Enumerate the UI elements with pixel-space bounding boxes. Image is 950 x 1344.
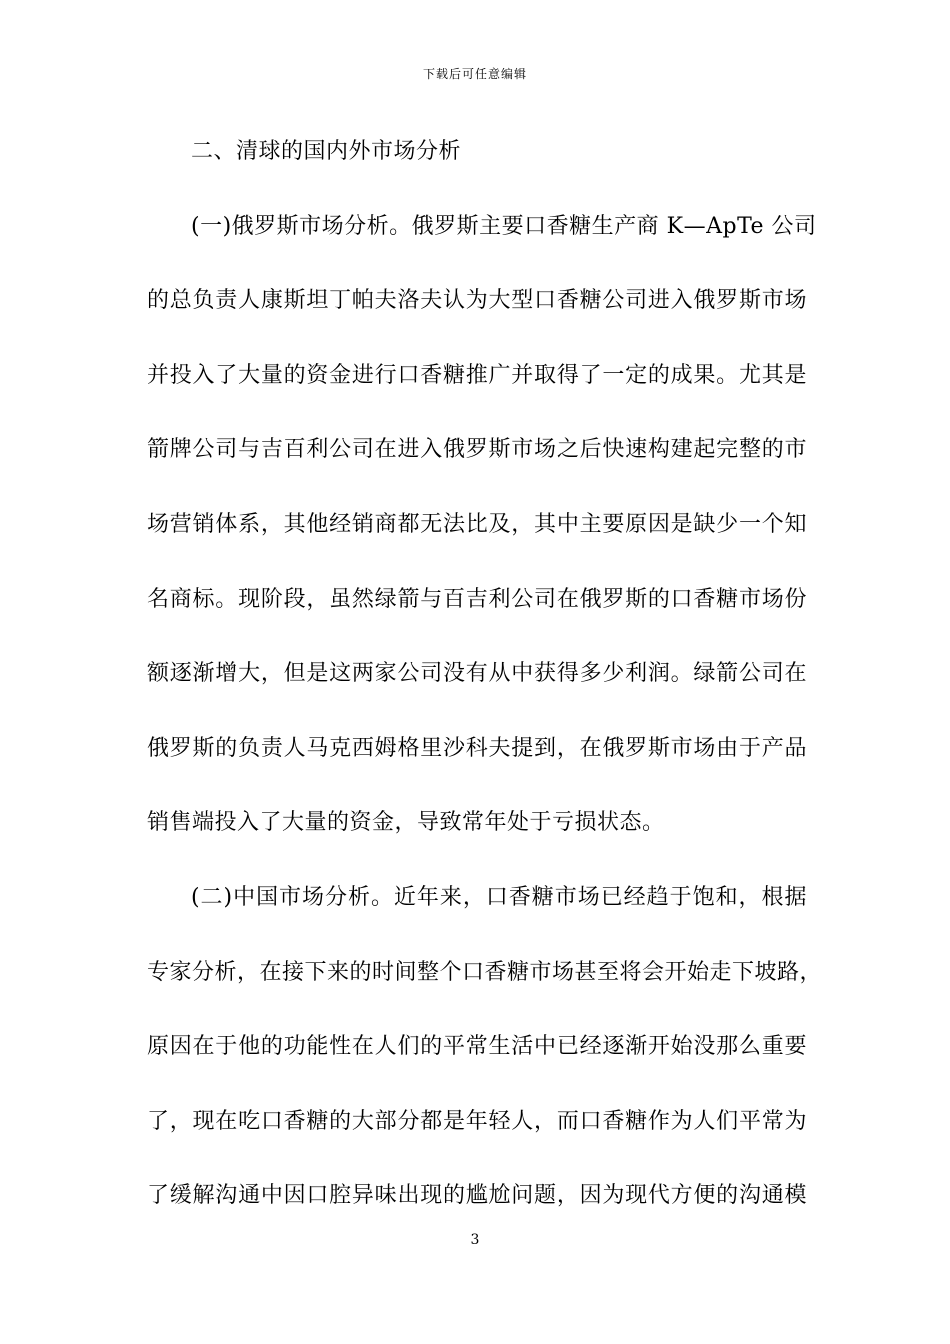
paragraph-line: 俄罗斯的负责人马克西姆格里沙科夫提到，在俄罗斯市场由于产品 xyxy=(147,735,807,761)
paragraph-line: 额逐渐增大，但是这两家公司没有从中获得多少利润。绿箭公司在 xyxy=(147,661,807,687)
paragraph-line: 并投入了大量的资金进行口香糖推广并取得了一定的成果。尤其是 xyxy=(147,362,807,388)
paragraph-line: 的总负责人康斯坦丁帕夫洛夫认为大型口香糖公司进入俄罗斯市场 xyxy=(147,288,807,314)
paragraph-line: 销售端投入了大量的资金，导致常年处于亏损状态。 xyxy=(147,810,665,836)
paragraph-line: 名商标。现阶段，虽然绿箭与百吉利公司在俄罗斯的口香糖市场份 xyxy=(147,586,807,612)
paragraph-line: (二)中国市场分析。近年来，口香糖市场已经趋于饱和，根据 xyxy=(191,884,807,910)
body-text xyxy=(147,132,823,1251)
paragraph-line: 专家分析，在接下来的时间整个口香糖市场甚至将会开始走下坡路， xyxy=(147,959,823,985)
paragraph-line: 场营销体系，其他经销商都无法比及，其中主要原因是缺少一个知 xyxy=(147,511,807,537)
paragraph-line: 原因在于他的功能性在人们的平常生活中已经逐渐开始没那么重要 xyxy=(147,1034,807,1060)
section-heading: 二、清球的国内外市场分析 xyxy=(191,139,462,164)
header-note: 下载后可任意编辑 xyxy=(422,67,527,81)
paragraph-line: 了，现在吃口香糖的大部分都是年轻人，而口香糖作为人们平常为 xyxy=(147,1108,807,1134)
paragraph-line: 了缓解沟通中因口腔异味出现的尴尬问题，因为现代方便的沟通模 xyxy=(147,1183,807,1209)
page-number: 3 xyxy=(470,1232,480,1248)
paragraph-line: (一)俄罗斯市场分析。俄罗斯主要口香糖生产商 K—ApTe 公司 xyxy=(191,213,817,239)
paragraph-line: 箭牌公司与吉百利公司在进入俄罗斯市场之后快速构建起完整的市 xyxy=(147,437,807,463)
